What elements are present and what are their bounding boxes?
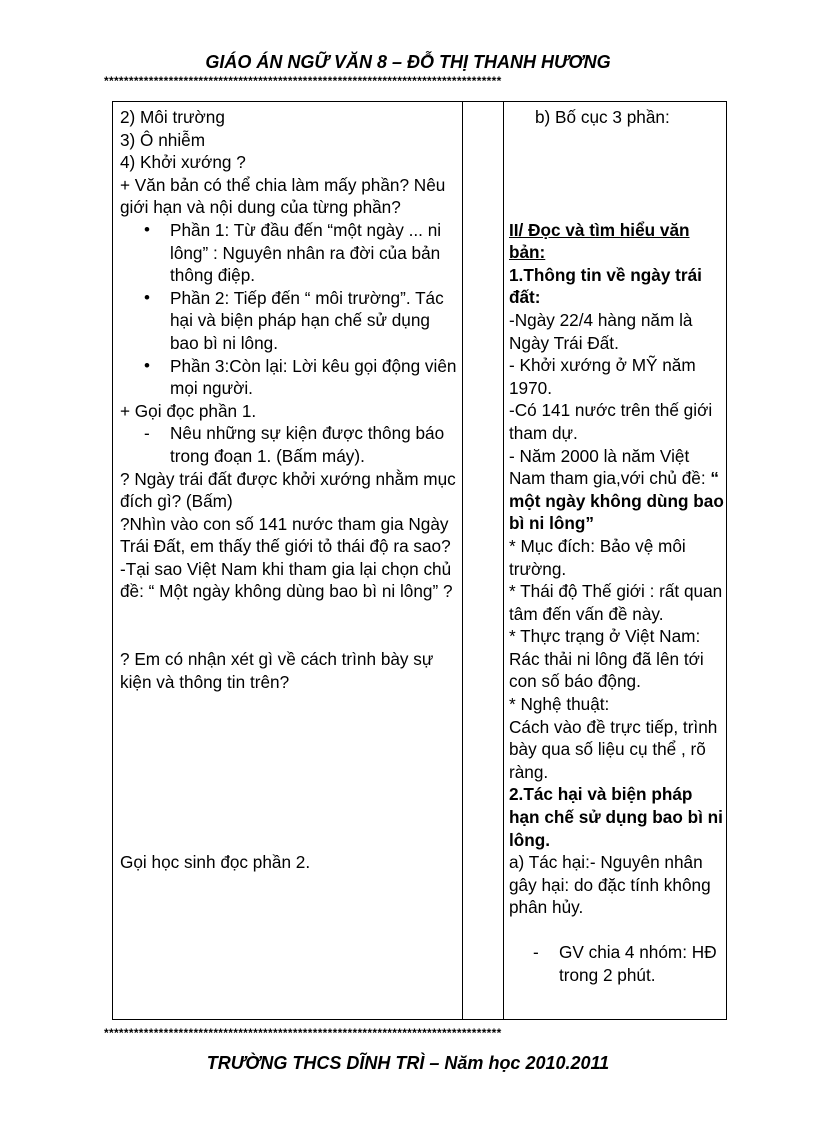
subsection-heading: 2.Tác hại và biện pháp hạn chế sử dụng bao bì ni lông. <box>509 784 723 850</box>
text-line: * Thực trạng ở Việt Nam: Rác thải ni lông đã lên tới con số báo động. <box>509 626 704 692</box>
text-line: b) Bố cục 3 phần: <box>535 107 670 127</box>
text-line: + Gọi đọc phần 1. <box>120 400 257 421</box>
text-line: a) Tác hại:- Nguyên nhân gây hại: do đặc tính không phân hủy. <box>509 852 711 918</box>
list-item: • Phần 2: Tiếp đến “ môi trường”. Tác hại và biện pháp hạn chế sử dụng bao bì ni lông. <box>120 287 458 355</box>
text-line: Cách vào đề trực tiếp, trình bày qua số liệu cụ thể , rõ ràng. <box>509 716 718 782</box>
question: ? Ngày trái đất được khởi xướng nhằm mục đích gì? (Bấm) <box>120 468 456 512</box>
text-line: - Khởi xướng ở MỸ năm 1970. <box>509 355 696 398</box>
section-heading: II/ Đọc và tìm hiểu văn bản: <box>509 219 690 263</box>
question: ?Nhìn vào con số 141 nước tham gia Ngày Trái Đất, em thấy thế giới tỏ thái độ ra sao? <box>120 513 451 557</box>
lesson-content-column <box>509 106 725 986</box>
text-line: * Nghệ thuật: <box>509 694 610 715</box>
theme-bold-text: “ một ngày không dùng bao bì ni lông” <box>509 468 724 534</box>
dash-list <box>509 941 725 986</box>
page-header-title: GIÁO ÁN NGỮ VĂN 8 – ĐỖ THỊ THANH HƯƠNG <box>205 52 611 72</box>
text-line: * Thái độ Thế giới : rất quan tâm đến vấn đề này. <box>509 581 723 624</box>
footer-star-divider: ******************************************************************************** <box>104 1028 502 1038</box>
question: -Tại sao Việt Nam khi tham gia lại chọn chủ đề: “ Một ngày không dùng bao bì ni lông” ? <box>120 558 453 602</box>
page-footer-title: TRƯỜNG THCS DĨNH TRÌ – Năm học 2010.2011 <box>206 1053 610 1073</box>
text-line: + Văn bản có thể chia làm mấy phần? Nêu giới hạn và nội dung của từng phần? <box>120 174 446 218</box>
text-line <box>509 445 725 535</box>
text-line: 2) Môi trường <box>120 107 225 127</box>
parts-bullet-list <box>120 219 458 400</box>
list-item: - GV chia 4 nhóm: HĐ trong 2 phút. <box>509 941 725 986</box>
header-star-divider: ******************************************************************************** <box>104 76 502 86</box>
text-line: Gọi học sinh đọc phần 2. <box>120 852 311 873</box>
text-line: * Mục đích: Bảo vệ môi trường. <box>509 535 686 579</box>
column-divider-1 <box>462 101 463 1020</box>
column-divider-2 <box>503 101 504 1020</box>
text-line: -Có 141 nước trên thế giới tham dự. <box>509 400 713 443</box>
teacher-activities-column <box>120 106 458 874</box>
text-line: 4) Khởi xướng ? <box>120 152 246 173</box>
list-item: • Phần 3:Còn lại: Lời kêu gọi động viên mọi người. <box>120 355 458 400</box>
text-span: - Năm 2000 là năm Việt Nam tham gia,với chủ đề: <box>509 445 711 489</box>
question: ? Em có nhận xét gì về cách trình bày sự kiện và thông tin trên? <box>120 649 434 692</box>
dash-list <box>120 422 458 467</box>
text-line: -Ngày 22/4 hàng năm là Ngày Trái Đất. <box>509 309 693 353</box>
list-item: - Nêu những sự kiện được thông báo trong đoạn 1. (Bấm máy). <box>120 422 458 467</box>
subsection-heading: 1.Thông tin về ngày trái đất: <box>509 264 702 308</box>
text-line: 3) Ô nhiễm <box>120 129 206 150</box>
list-item: • Phần 1: Từ đầu đến “một ngày ... ni lông” : Nguyên nhân ra đời của bản thông điệp. <box>120 219 458 287</box>
